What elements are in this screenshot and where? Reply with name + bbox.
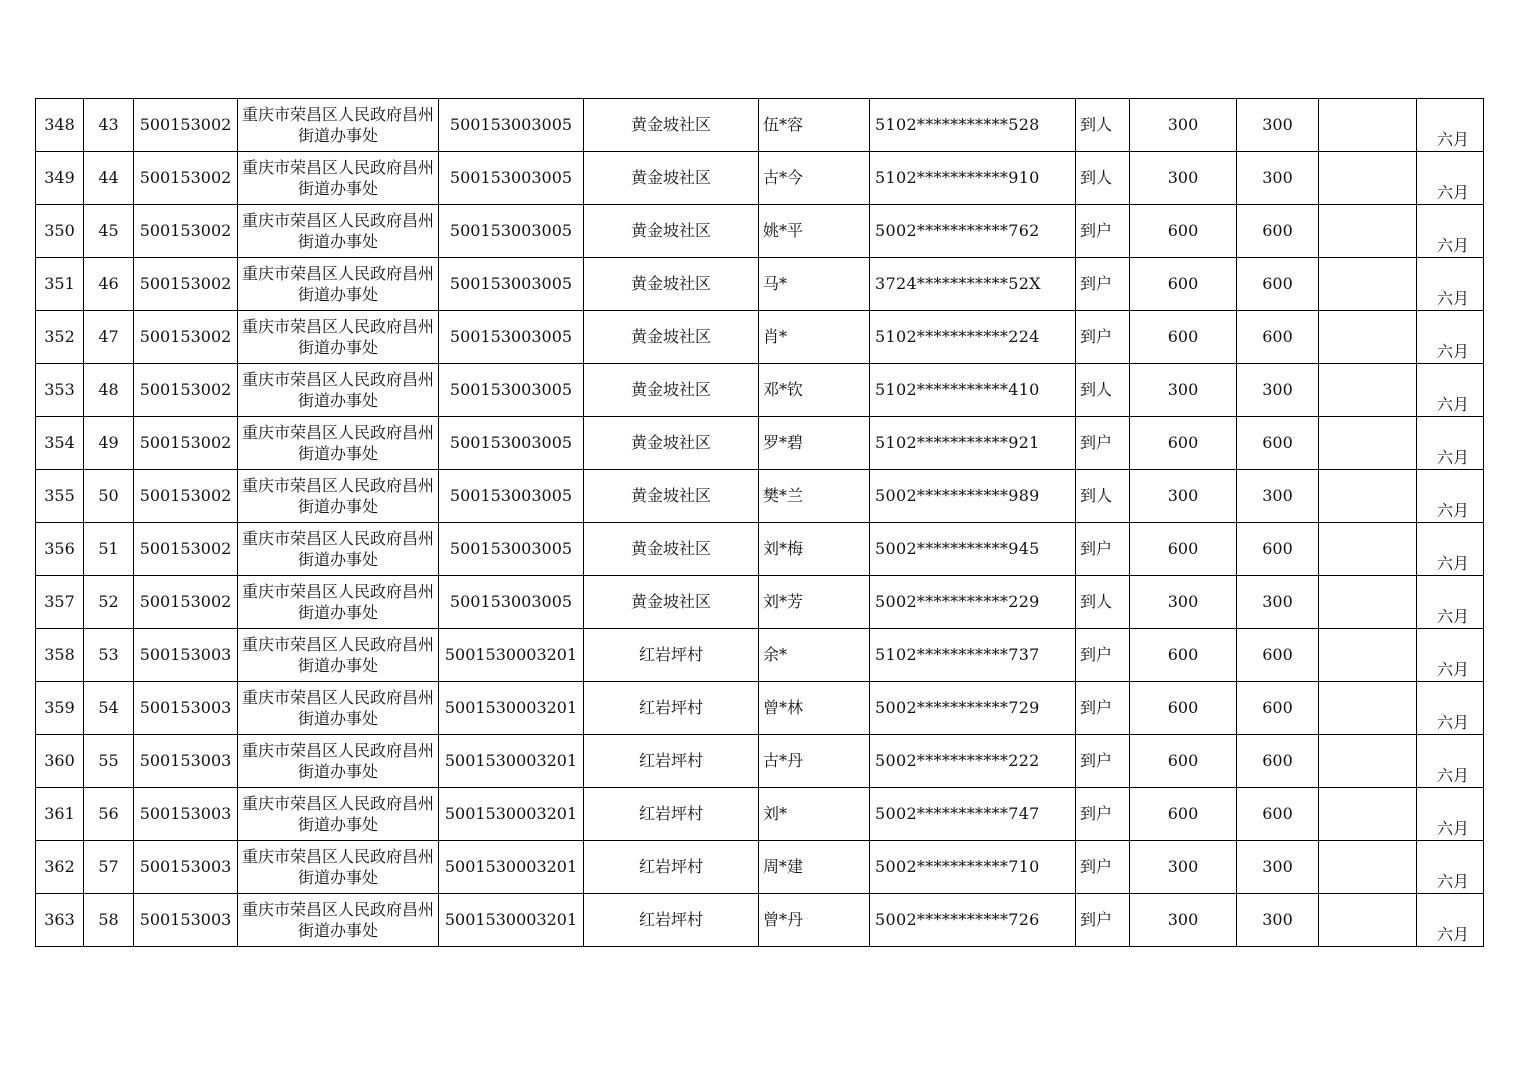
remark-cell bbox=[1319, 788, 1417, 841]
paid-amount-cell: 600 bbox=[1237, 788, 1319, 841]
village-name-cell: 红岩坪村 bbox=[584, 629, 759, 682]
table-row bbox=[36, 258, 1484, 311]
town-code-cell: 500153002 bbox=[134, 152, 238, 205]
person-name-cell: 马* bbox=[759, 258, 870, 311]
remark-cell bbox=[1319, 258, 1417, 311]
village-name-cell: 黄金坡社区 bbox=[584, 417, 759, 470]
amount-cell: 300 bbox=[1130, 841, 1237, 894]
paid-amount-cell: 600 bbox=[1237, 205, 1319, 258]
organization-cell: 重庆市荣昌区人民政府昌州街道办事处 bbox=[238, 311, 439, 364]
town-code-cell: 500153003 bbox=[134, 682, 238, 735]
table-body bbox=[36, 99, 1484, 947]
grant-type-cell: 到户 bbox=[1076, 682, 1130, 735]
row-seq-cell: 359 bbox=[36, 682, 84, 735]
village-code-cell: 500153003005 bbox=[439, 417, 584, 470]
person-name-cell: 古*今 bbox=[759, 152, 870, 205]
id-number-cell: 5102***********410 bbox=[870, 364, 1076, 417]
village-name-cell: 黄金坡社区 bbox=[584, 576, 759, 629]
row-sub-number-cell: 56 bbox=[84, 788, 134, 841]
remark-cell bbox=[1319, 576, 1417, 629]
village-code-cell: 5001530003201 bbox=[439, 788, 584, 841]
month-cell: 六月 bbox=[1417, 205, 1484, 258]
organization-cell: 重庆市荣昌区人民政府昌州街道办事处 bbox=[238, 258, 439, 311]
month-cell: 六月 bbox=[1417, 311, 1484, 364]
grant-type-cell: 到户 bbox=[1076, 311, 1130, 364]
grant-type-cell: 到户 bbox=[1076, 841, 1130, 894]
month-cell: 六月 bbox=[1417, 470, 1484, 523]
amount-cell: 600 bbox=[1130, 629, 1237, 682]
grant-type-cell: 到户 bbox=[1076, 894, 1130, 947]
id-number-cell: 5102***********224 bbox=[870, 311, 1076, 364]
month-cell: 六月 bbox=[1417, 841, 1484, 894]
organization-cell: 重庆市荣昌区人民政府昌州街道办事处 bbox=[238, 788, 439, 841]
town-code-cell: 500153003 bbox=[134, 629, 238, 682]
town-code-cell: 500153002 bbox=[134, 576, 238, 629]
village-code-cell: 5001530003201 bbox=[439, 629, 584, 682]
village-code-cell: 5001530003201 bbox=[439, 735, 584, 788]
row-seq-cell: 357 bbox=[36, 576, 84, 629]
village-code-cell: 5001530003201 bbox=[439, 841, 584, 894]
paid-amount-cell: 600 bbox=[1237, 629, 1319, 682]
organization-cell: 重庆市荣昌区人民政府昌州街道办事处 bbox=[238, 894, 439, 947]
id-number-cell: 5102***********921 bbox=[870, 417, 1076, 470]
village-code-cell: 5001530003201 bbox=[439, 682, 584, 735]
amount-cell: 600 bbox=[1130, 735, 1237, 788]
grant-type-cell: 到人 bbox=[1076, 152, 1130, 205]
village-name-cell: 红岩坪村 bbox=[584, 682, 759, 735]
id-number-cell: 3724***********52X bbox=[870, 258, 1076, 311]
row-seq-cell: 356 bbox=[36, 523, 84, 576]
paid-amount-cell: 300 bbox=[1237, 841, 1319, 894]
row-seq-cell: 348 bbox=[36, 99, 84, 152]
month-cell: 六月 bbox=[1417, 894, 1484, 947]
row-sub-number-cell: 58 bbox=[84, 894, 134, 947]
table-row bbox=[36, 311, 1484, 364]
row-sub-number-cell: 43 bbox=[84, 99, 134, 152]
amount-cell: 600 bbox=[1130, 417, 1237, 470]
village-name-cell: 黄金坡社区 bbox=[584, 99, 759, 152]
town-code-cell: 500153003 bbox=[134, 788, 238, 841]
table-row bbox=[36, 682, 1484, 735]
grant-type-cell: 到户 bbox=[1076, 258, 1130, 311]
id-number-cell: 5002***********729 bbox=[870, 682, 1076, 735]
row-sub-number-cell: 48 bbox=[84, 364, 134, 417]
row-seq-cell: 360 bbox=[36, 735, 84, 788]
row-seq-cell: 355 bbox=[36, 470, 84, 523]
row-sub-number-cell: 45 bbox=[84, 205, 134, 258]
person-name-cell: 肖* bbox=[759, 311, 870, 364]
village-name-cell: 红岩坪村 bbox=[584, 841, 759, 894]
remark-cell bbox=[1319, 364, 1417, 417]
amount-cell: 600 bbox=[1130, 258, 1237, 311]
row-seq-cell: 353 bbox=[36, 364, 84, 417]
person-name-cell: 余* bbox=[759, 629, 870, 682]
table-row bbox=[36, 576, 1484, 629]
table-row bbox=[36, 629, 1484, 682]
village-name-cell: 红岩坪村 bbox=[584, 735, 759, 788]
remark-cell bbox=[1319, 629, 1417, 682]
remark-cell bbox=[1319, 417, 1417, 470]
id-number-cell: 5102***********528 bbox=[870, 99, 1076, 152]
organization-cell: 重庆市荣昌区人民政府昌州街道办事处 bbox=[238, 523, 439, 576]
amount-cell: 600 bbox=[1130, 788, 1237, 841]
grant-type-cell: 到户 bbox=[1076, 788, 1130, 841]
organization-cell: 重庆市荣昌区人民政府昌州街道办事处 bbox=[238, 735, 439, 788]
village-code-cell: 500153003005 bbox=[439, 152, 584, 205]
person-name-cell: 古*丹 bbox=[759, 735, 870, 788]
grant-type-cell: 到人 bbox=[1076, 470, 1130, 523]
remark-cell bbox=[1319, 99, 1417, 152]
remark-cell bbox=[1319, 205, 1417, 258]
id-number-cell: 5002***********222 bbox=[870, 735, 1076, 788]
amount-cell: 600 bbox=[1130, 311, 1237, 364]
grant-type-cell: 到户 bbox=[1076, 735, 1130, 788]
grant-type-cell: 到人 bbox=[1076, 576, 1130, 629]
town-code-cell: 500153002 bbox=[134, 470, 238, 523]
id-number-cell: 5102***********737 bbox=[870, 629, 1076, 682]
month-cell: 六月 bbox=[1417, 788, 1484, 841]
village-code-cell: 500153003005 bbox=[439, 258, 584, 311]
grant-type-cell: 到户 bbox=[1076, 417, 1130, 470]
remark-cell bbox=[1319, 841, 1417, 894]
town-code-cell: 500153002 bbox=[134, 205, 238, 258]
remark-cell bbox=[1319, 735, 1417, 788]
village-code-cell: 500153003005 bbox=[439, 205, 584, 258]
amount-cell: 300 bbox=[1130, 99, 1237, 152]
village-code-cell: 5001530003201 bbox=[439, 894, 584, 947]
table-row bbox=[36, 364, 1484, 417]
table-row bbox=[36, 152, 1484, 205]
amount-cell: 300 bbox=[1130, 152, 1237, 205]
village-code-cell: 500153003005 bbox=[439, 364, 584, 417]
paid-amount-cell: 300 bbox=[1237, 99, 1319, 152]
row-sub-number-cell: 57 bbox=[84, 841, 134, 894]
village-name-cell: 黄金坡社区 bbox=[584, 470, 759, 523]
row-seq-cell: 362 bbox=[36, 841, 84, 894]
remark-cell bbox=[1319, 152, 1417, 205]
village-code-cell: 500153003005 bbox=[439, 576, 584, 629]
village-name-cell: 黄金坡社区 bbox=[584, 205, 759, 258]
organization-cell: 重庆市荣昌区人民政府昌州街道办事处 bbox=[238, 841, 439, 894]
table-row bbox=[36, 735, 1484, 788]
row-sub-number-cell: 49 bbox=[84, 417, 134, 470]
row-seq-cell: 363 bbox=[36, 894, 84, 947]
row-sub-number-cell: 51 bbox=[84, 523, 134, 576]
id-number-cell: 5002***********229 bbox=[870, 576, 1076, 629]
village-name-cell: 红岩坪村 bbox=[584, 788, 759, 841]
town-code-cell: 500153003 bbox=[134, 894, 238, 947]
village-code-cell: 500153003005 bbox=[439, 470, 584, 523]
id-number-cell: 5002***********726 bbox=[870, 894, 1076, 947]
paid-amount-cell: 300 bbox=[1237, 576, 1319, 629]
town-code-cell: 500153002 bbox=[134, 311, 238, 364]
paid-amount-cell: 300 bbox=[1237, 470, 1319, 523]
amount-cell: 300 bbox=[1130, 470, 1237, 523]
grant-type-cell: 到户 bbox=[1076, 523, 1130, 576]
grant-type-cell: 到人 bbox=[1076, 99, 1130, 152]
row-sub-number-cell: 46 bbox=[84, 258, 134, 311]
town-code-cell: 500153002 bbox=[134, 258, 238, 311]
organization-cell: 重庆市荣昌区人民政府昌州街道办事处 bbox=[238, 99, 439, 152]
month-cell: 六月 bbox=[1417, 523, 1484, 576]
village-code-cell: 500153003005 bbox=[439, 523, 584, 576]
paid-amount-cell: 300 bbox=[1237, 364, 1319, 417]
row-seq-cell: 352 bbox=[36, 311, 84, 364]
remark-cell bbox=[1319, 311, 1417, 364]
amount-cell: 600 bbox=[1130, 523, 1237, 576]
month-cell: 六月 bbox=[1417, 735, 1484, 788]
person-name-cell: 邓*钦 bbox=[759, 364, 870, 417]
table-row bbox=[36, 99, 1484, 152]
month-cell: 六月 bbox=[1417, 99, 1484, 152]
remark-cell bbox=[1319, 682, 1417, 735]
id-number-cell: 5002***********747 bbox=[870, 788, 1076, 841]
row-seq-cell: 361 bbox=[36, 788, 84, 841]
village-name-cell: 红岩坪村 bbox=[584, 894, 759, 947]
amount-cell: 600 bbox=[1130, 205, 1237, 258]
id-number-cell: 5002***********762 bbox=[870, 205, 1076, 258]
organization-cell: 重庆市荣昌区人民政府昌州街道办事处 bbox=[238, 205, 439, 258]
row-sub-number-cell: 47 bbox=[84, 311, 134, 364]
person-name-cell: 周*建 bbox=[759, 841, 870, 894]
town-code-cell: 500153003 bbox=[134, 735, 238, 788]
month-cell: 六月 bbox=[1417, 576, 1484, 629]
month-cell: 六月 bbox=[1417, 152, 1484, 205]
organization-cell: 重庆市荣昌区人民政府昌州街道办事处 bbox=[238, 576, 439, 629]
village-name-cell: 黄金坡社区 bbox=[584, 258, 759, 311]
grant-type-cell: 到人 bbox=[1076, 364, 1130, 417]
paid-amount-cell: 600 bbox=[1237, 258, 1319, 311]
month-cell: 六月 bbox=[1417, 364, 1484, 417]
amount-cell: 300 bbox=[1130, 364, 1237, 417]
village-name-cell: 黄金坡社区 bbox=[584, 523, 759, 576]
town-code-cell: 500153002 bbox=[134, 364, 238, 417]
remark-cell bbox=[1319, 470, 1417, 523]
organization-cell: 重庆市荣昌区人民政府昌州街道办事处 bbox=[238, 152, 439, 205]
person-name-cell: 姚*平 bbox=[759, 205, 870, 258]
paid-amount-cell: 600 bbox=[1237, 523, 1319, 576]
paid-amount-cell: 300 bbox=[1237, 894, 1319, 947]
row-sub-number-cell: 55 bbox=[84, 735, 134, 788]
paid-amount-cell: 600 bbox=[1237, 311, 1319, 364]
town-code-cell: 500153003 bbox=[134, 841, 238, 894]
row-seq-cell: 351 bbox=[36, 258, 84, 311]
table-row bbox=[36, 841, 1484, 894]
table-row bbox=[36, 788, 1484, 841]
village-name-cell: 黄金坡社区 bbox=[584, 311, 759, 364]
paid-amount-cell: 300 bbox=[1237, 152, 1319, 205]
row-seq-cell: 349 bbox=[36, 152, 84, 205]
organization-cell: 重庆市荣昌区人民政府昌州街道办事处 bbox=[238, 682, 439, 735]
id-number-cell: 5002***********989 bbox=[870, 470, 1076, 523]
month-cell: 六月 bbox=[1417, 258, 1484, 311]
person-name-cell: 曾*丹 bbox=[759, 894, 870, 947]
id-number-cell: 5102***********910 bbox=[870, 152, 1076, 205]
village-name-cell: 黄金坡社区 bbox=[584, 152, 759, 205]
row-seq-cell: 358 bbox=[36, 629, 84, 682]
table-row bbox=[36, 470, 1484, 523]
town-code-cell: 500153002 bbox=[134, 99, 238, 152]
remark-cell bbox=[1319, 523, 1417, 576]
person-name-cell: 罗*碧 bbox=[759, 417, 870, 470]
amount-cell: 300 bbox=[1130, 894, 1237, 947]
village-name-cell: 黄金坡社区 bbox=[584, 364, 759, 417]
village-code-cell: 500153003005 bbox=[439, 311, 584, 364]
month-cell: 六月 bbox=[1417, 629, 1484, 682]
table-row bbox=[36, 205, 1484, 258]
organization-cell: 重庆市荣昌区人民政府昌州街道办事处 bbox=[238, 364, 439, 417]
subsidy-table bbox=[35, 98, 1484, 947]
person-name-cell: 伍*容 bbox=[759, 99, 870, 152]
row-sub-number-cell: 44 bbox=[84, 152, 134, 205]
table-row bbox=[36, 417, 1484, 470]
row-sub-number-cell: 54 bbox=[84, 682, 134, 735]
table-row bbox=[36, 523, 1484, 576]
id-number-cell: 5002***********710 bbox=[870, 841, 1076, 894]
amount-cell: 600 bbox=[1130, 682, 1237, 735]
row-seq-cell: 350 bbox=[36, 205, 84, 258]
paid-amount-cell: 600 bbox=[1237, 735, 1319, 788]
paid-amount-cell: 600 bbox=[1237, 417, 1319, 470]
month-cell: 六月 bbox=[1417, 682, 1484, 735]
id-number-cell: 5002***********945 bbox=[870, 523, 1076, 576]
grant-type-cell: 到户 bbox=[1076, 629, 1130, 682]
month-cell: 六月 bbox=[1417, 417, 1484, 470]
table-row bbox=[36, 894, 1484, 947]
person-name-cell: 刘*梅 bbox=[759, 523, 870, 576]
row-seq-cell: 354 bbox=[36, 417, 84, 470]
row-sub-number-cell: 53 bbox=[84, 629, 134, 682]
row-sub-number-cell: 50 bbox=[84, 470, 134, 523]
person-name-cell: 曾*林 bbox=[759, 682, 870, 735]
paid-amount-cell: 600 bbox=[1237, 682, 1319, 735]
person-name-cell: 刘* bbox=[759, 788, 870, 841]
organization-cell: 重庆市荣昌区人民政府昌州街道办事处 bbox=[238, 470, 439, 523]
person-name-cell: 刘*芳 bbox=[759, 576, 870, 629]
amount-cell: 300 bbox=[1130, 576, 1237, 629]
organization-cell: 重庆市荣昌区人民政府昌州街道办事处 bbox=[238, 629, 439, 682]
person-name-cell: 樊*兰 bbox=[759, 470, 870, 523]
town-code-cell: 500153002 bbox=[134, 417, 238, 470]
row-sub-number-cell: 52 bbox=[84, 576, 134, 629]
organization-cell: 重庆市荣昌区人民政府昌州街道办事处 bbox=[238, 417, 439, 470]
town-code-cell: 500153002 bbox=[134, 523, 238, 576]
grant-type-cell: 到户 bbox=[1076, 205, 1130, 258]
remark-cell bbox=[1319, 894, 1417, 947]
village-code-cell: 500153003005 bbox=[439, 99, 584, 152]
